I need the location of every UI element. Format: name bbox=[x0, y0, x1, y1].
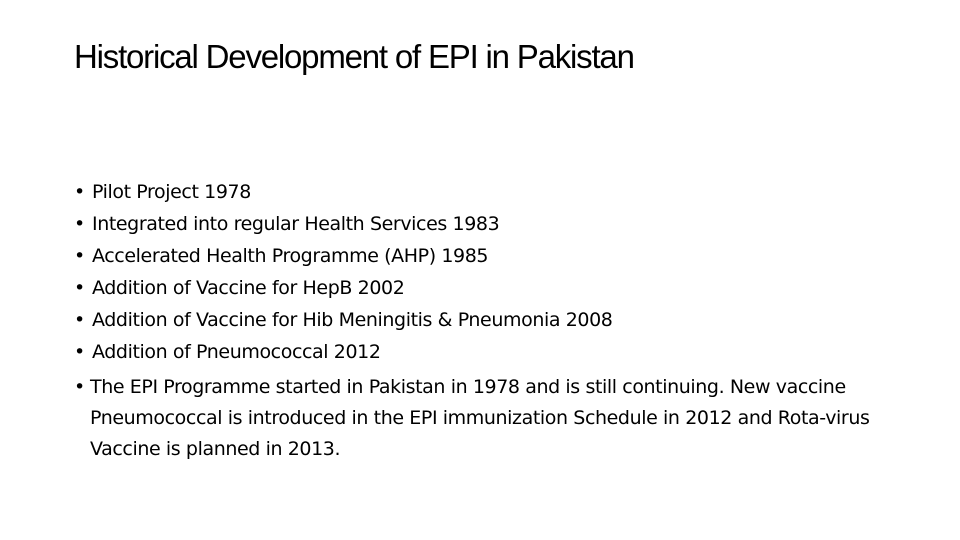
list-item bbox=[74, 240, 934, 272]
slide-title: Historical Development of EPI in Pakistan bbox=[74, 38, 634, 75]
summary-paragraph-text: The EPI Programme started in Pakistan in 1978 and is still continuing. New vaccine Pneumococcal is introduced in the EPI immunization Schedule in 2012 and Rota-virus Vaccine is planned in 2013. bbox=[90, 376, 870, 460]
summary-paragraph bbox=[74, 372, 934, 465]
list-item bbox=[74, 272, 934, 304]
list-item-text: Pilot Project 1978 bbox=[92, 181, 251, 203]
bullet-glyph: • bbox=[74, 376, 85, 398]
list-item-text: Addition of Pneumococcal 2012 bbox=[92, 341, 381, 363]
bullet-glyph: • bbox=[74, 245, 85, 267]
bullet-glyph: • bbox=[74, 277, 85, 299]
list-item bbox=[74, 336, 934, 368]
bullet-list bbox=[74, 176, 934, 465]
list-item-text: Addition of Vaccine for Hib Meningitis & Pneumonia 2008 bbox=[92, 309, 613, 331]
bullet-glyph: • bbox=[74, 213, 85, 235]
bullet-glyph: • bbox=[74, 309, 85, 331]
list-item bbox=[74, 208, 934, 240]
bullet-glyph: • bbox=[74, 181, 85, 203]
list-item-text: Accelerated Health Programme (AHP) 1985 bbox=[92, 245, 489, 267]
list-item bbox=[74, 304, 934, 336]
list-item-text: Integrated into regular Health Services 1983 bbox=[92, 213, 500, 235]
list-item-text: Addition of Vaccine for HepB 2002 bbox=[92, 277, 405, 299]
list-item bbox=[74, 176, 934, 208]
bullet-glyph: • bbox=[74, 341, 85, 363]
